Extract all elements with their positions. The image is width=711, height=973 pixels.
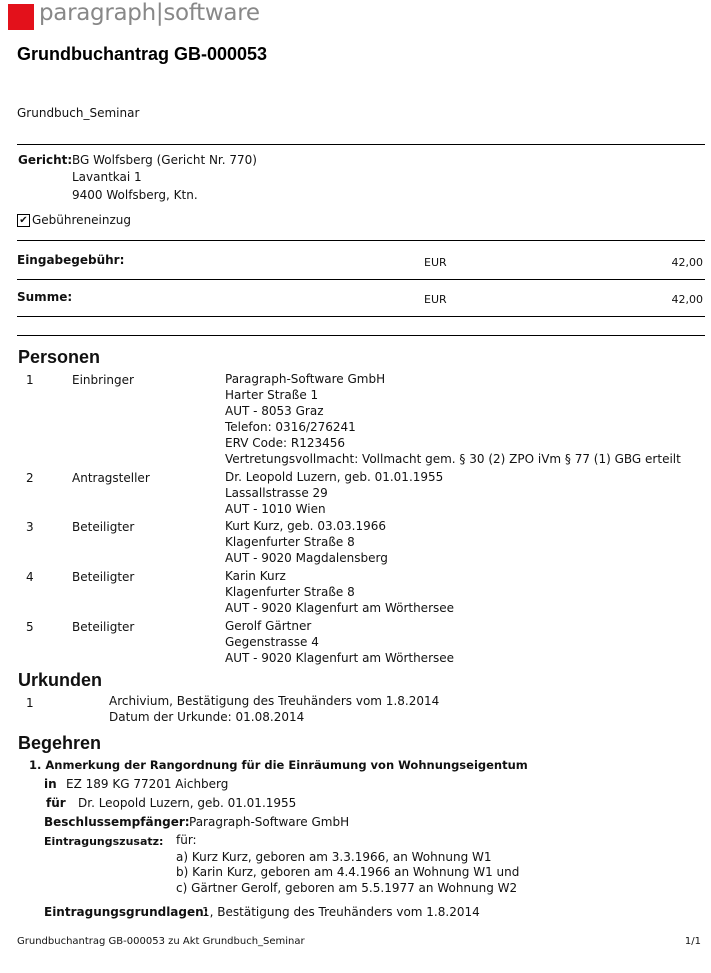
- person-number: 3: [26, 520, 34, 534]
- page-number: 1/1: [684, 936, 701, 947]
- document-number: 1: [26, 696, 34, 710]
- person-city: AUT - 8053 Graz: [225, 404, 324, 418]
- person-number: 1: [26, 373, 34, 387]
- person-number: 5: [26, 620, 34, 634]
- divider: [17, 335, 705, 336]
- request-title: 1. Anmerkung der Rangordnung für die Einräumung von Wohnungseigentum: [29, 758, 528, 772]
- person-street: Gegenstrasse 4: [225, 635, 319, 649]
- total-amount: 42,00: [671, 293, 703, 306]
- person-name: Gerolf Gärtner: [225, 619, 312, 633]
- recipient-label: Beschlussempfänger:: [44, 815, 190, 829]
- requests-heading: Begehren: [18, 733, 102, 753]
- logo: paragraph|software: [39, 0, 260, 26]
- person-number: 2: [26, 471, 34, 485]
- divider: [17, 316, 705, 317]
- person-street: Lassallstrasse 29: [225, 486, 328, 500]
- court-street: Lavantkai 1: [72, 170, 142, 184]
- footer-reference: Grundbuchantrag GB-000053 zu Akt Grundbuch_Seminar: [17, 936, 305, 947]
- logo-mark: [8, 4, 34, 30]
- persons-heading: Personen: [18, 347, 101, 367]
- person-role: Beteiligter: [72, 620, 135, 634]
- divider: [17, 144, 705, 145]
- fee-collection-label: Gebühreneinzug: [32, 213, 132, 227]
- recipient-value: Paragraph-Software GmbH: [189, 815, 350, 829]
- fee-amount: 42,00: [671, 256, 703, 269]
- request-for-value: Dr. Leopold Luzern, geb. 01.01.1955: [78, 796, 297, 810]
- addition-label: Eintragungszusatz:: [44, 835, 164, 848]
- addition-line: b) Karin Kurz, geboren am 4.4.1966 an Wohnung W1 und: [176, 865, 520, 879]
- addition-line: c) Gärtner Gerolf, geboren am 5.5.1977 an Wohnung W2: [176, 881, 518, 895]
- basis-value: 1, Bestätigung des Treuhänders vom 1.8.2014: [202, 905, 480, 919]
- fee-collection-checkbox[interactable]: ✔: [17, 214, 30, 227]
- person-role: Antragsteller: [72, 471, 150, 485]
- person-street: Harter Straße 1: [225, 388, 319, 402]
- person-phone: Telefon: 0316/276241: [225, 420, 356, 434]
- divider: [17, 240, 705, 241]
- person-street: Klagenfurter Straße 8: [225, 535, 355, 549]
- court-city: 9400 Wolfsberg, Ktn.: [72, 188, 198, 202]
- request-in-label: in: [44, 777, 57, 791]
- person-erv-code: ERV Code: R123456: [225, 436, 346, 450]
- total-label: Summe:: [17, 290, 73, 304]
- person-name: Karin Kurz: [225, 569, 286, 583]
- documents-heading: Urkunden: [18, 670, 103, 690]
- person-name: Kurt Kurz, geb. 03.03.1966: [225, 519, 387, 533]
- document-title: Archivium, Bestätigung des Treuhänders vom 1.8.2014: [109, 694, 440, 708]
- fee-currency: EUR: [424, 256, 447, 269]
- person-street: Klagenfurter Straße 8: [225, 585, 355, 599]
- document-date: Datum der Urkunde: 01.08.2014: [109, 710, 305, 724]
- person-role: Einbringer: [72, 373, 134, 387]
- basis-label: Eintragungsgrundlagen:: [44, 905, 209, 919]
- person-role: Beteiligter: [72, 570, 135, 584]
- addition-line: für:: [176, 833, 197, 847]
- person-city: AUT - 9020 Klagenfurt am Wörthersee: [225, 651, 455, 665]
- person-name: Dr. Leopold Luzern, geb. 01.01.1955: [225, 470, 444, 484]
- court-name: BG Wolfsberg (Gericht Nr. 770): [72, 153, 257, 167]
- person-name: Paragraph-Software GmbH: [225, 372, 386, 386]
- person-number: 4: [26, 570, 34, 584]
- request-in-value: EZ 189 KG 77201 Aichberg: [66, 777, 229, 791]
- page-title: Grundbuchantrag GB-000053: [17, 44, 268, 64]
- person-city: AUT - 9020 Klagenfurt am Wörthersee: [225, 601, 455, 615]
- person-role: Beteiligter: [72, 520, 135, 534]
- court-label: Gericht:: [18, 153, 73, 167]
- divider: [17, 279, 705, 280]
- file-reference: Grundbuch_Seminar: [17, 106, 140, 120]
- addition-line: a) Kurz Kurz, geboren am 3.3.1966, an Wohnung W1: [176, 850, 492, 864]
- fee-label: Eingabegebühr:: [17, 253, 125, 267]
- person-city: AUT - 1010 Wien: [225, 502, 326, 516]
- request-for-label: für: [46, 796, 66, 810]
- total-currency: EUR: [424, 293, 447, 306]
- person-power-of-attorney: Vertretungsvollmacht: Vollmacht gem. § 30 (2) ZPO iVm § 77 (1) GBG erteilt: [225, 452, 681, 466]
- person-city: AUT - 9020 Magdalensberg: [225, 551, 388, 565]
